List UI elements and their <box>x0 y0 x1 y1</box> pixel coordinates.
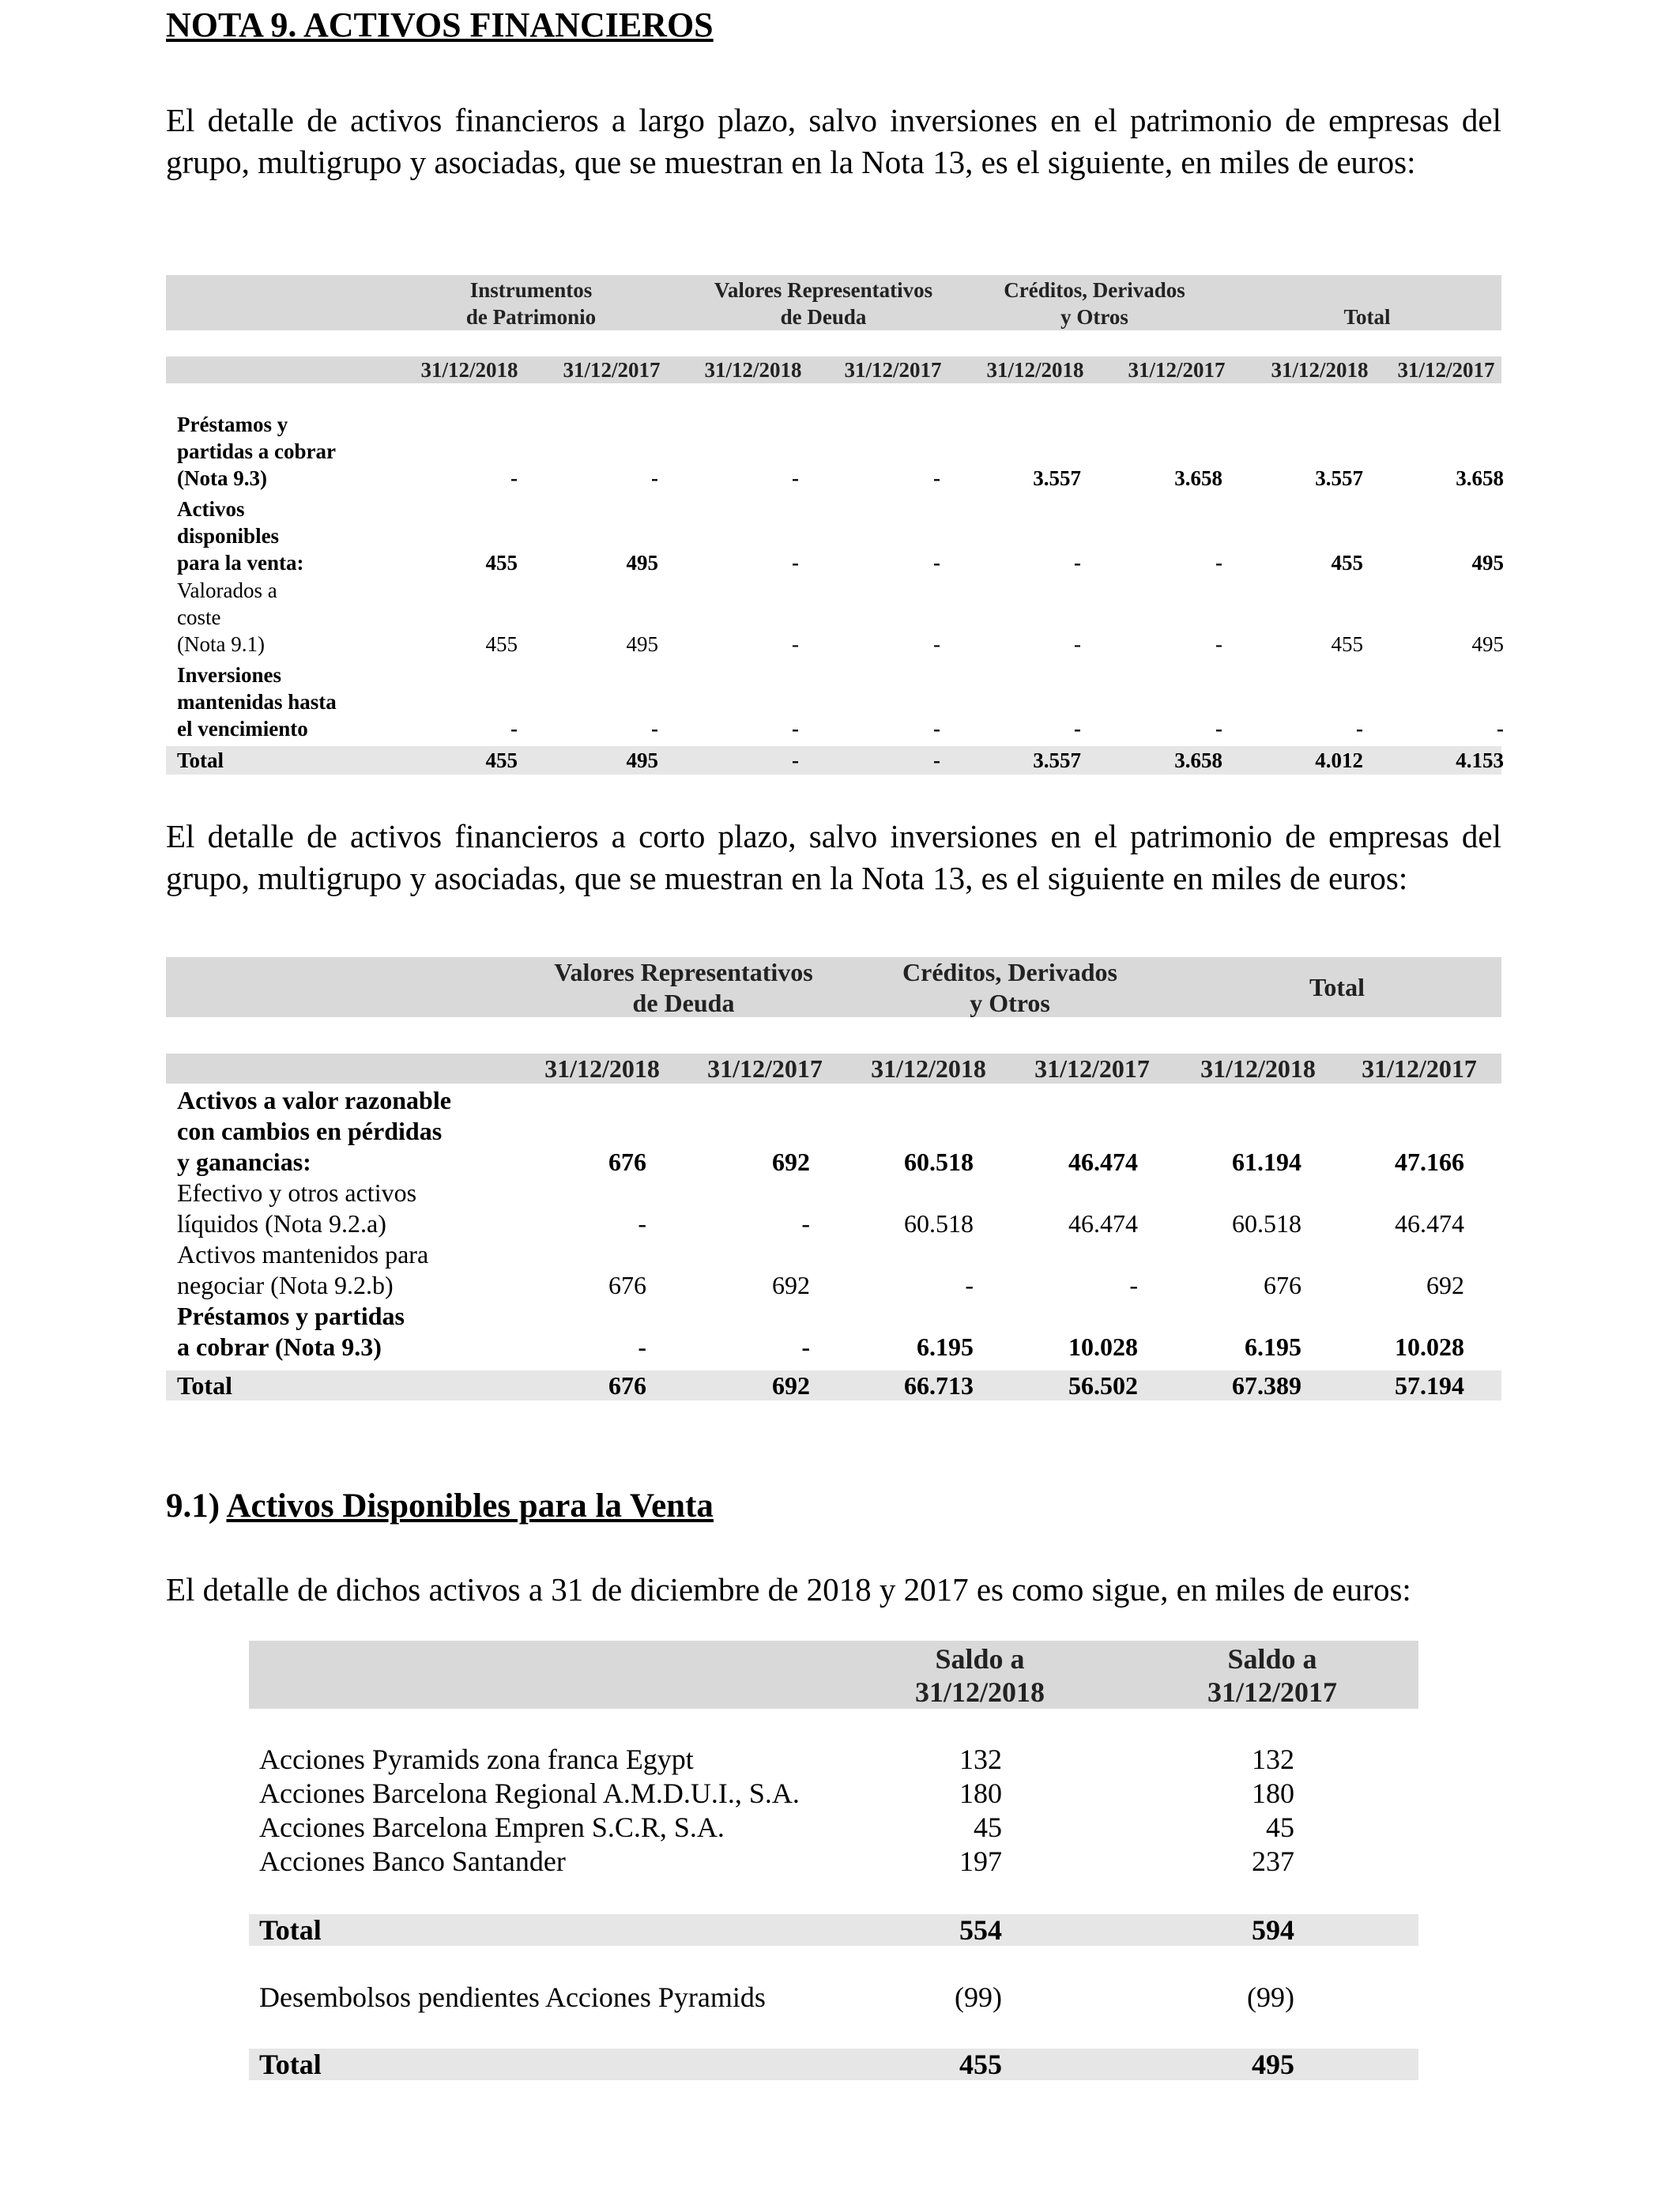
t3-pending-cell: (99) <box>955 1981 1002 2013</box>
t3-cell: 132 <box>959 1744 1002 1775</box>
t2-date-header: 31/12/2018 <box>544 1054 660 1083</box>
t2-cell: 47.166 <box>1395 1148 1464 1176</box>
t2-row-label: líquidos (Nota 9.2.a) <box>177 1209 386 1238</box>
t1-cell: - <box>933 466 940 490</box>
t2-row-label: Préstamos y partidas <box>177 1302 405 1330</box>
t2-cell: 46.474 <box>1068 1209 1138 1238</box>
t2-date-header: 31/12/2018 <box>1200 1054 1316 1083</box>
t1-group-line1: Instrumentos <box>469 278 593 302</box>
t1-cell: - <box>1074 551 1081 575</box>
t1-cell: - <box>933 632 940 656</box>
t1-cell: - <box>933 717 940 741</box>
t1-total-cell: 455 <box>485 748 518 772</box>
t2-date-header: 31/12/2018 <box>871 1054 986 1083</box>
t2-cell: - <box>801 1209 810 1238</box>
t2-cell: 6.195 <box>917 1333 974 1361</box>
t2-cell: 676 <box>608 1271 646 1299</box>
t1-row-label: partidas a cobrar <box>177 439 336 463</box>
t2-total-cell: 57.194 <box>1395 1371 1464 1400</box>
t1-total-cell: 3.658 <box>1174 748 1222 772</box>
t1-total-cell: 4.012 <box>1315 748 1363 772</box>
t2-cell: 692 <box>1426 1271 1464 1299</box>
t2-row-label: a cobrar (Nota 9.3) <box>177 1333 382 1361</box>
t1-date-header: 31/12/2017 <box>844 358 942 382</box>
t1-date-header: 31/12/2018 <box>1271 358 1369 382</box>
t3-header-line2: 31/12/2018 <box>914 1676 1045 1708</box>
t1-group-line2: de Deuda <box>780 305 867 329</box>
t2-cell: 61.194 <box>1232 1148 1301 1176</box>
t1-row-label: el vencimiento <box>177 717 308 741</box>
t2-cell: 10.028 <box>1395 1333 1464 1361</box>
t1-cell: - <box>1215 717 1222 741</box>
t1-cell: 3.557 <box>1315 466 1363 490</box>
t1-cell: - <box>792 466 799 490</box>
t1-cell: - <box>1074 717 1081 741</box>
t1-row-label: Valorados a <box>177 579 277 602</box>
t1-cell: - <box>651 466 658 490</box>
t3-header-line1: Saldo a <box>935 1643 1025 1675</box>
t1-cell: - <box>792 632 799 656</box>
t1-row-label: mantenidas hasta <box>177 690 337 714</box>
t1-cell: 3.557 <box>1033 466 1081 490</box>
t1-cell: - <box>933 551 940 575</box>
t1-cell: 455 <box>1331 632 1363 656</box>
t1-row-label: coste <box>177 605 221 629</box>
t3-row-label: Acciones Pyramids zona franca Egypt <box>259 1744 694 1775</box>
t3-cell: 180 <box>959 1777 1002 1809</box>
t1-date-header: 31/12/2017 <box>1397 358 1495 382</box>
t2-cell: 60.518 <box>904 1209 974 1238</box>
t2-cell: 676 <box>1264 1271 1301 1299</box>
t1-cell: - <box>792 551 799 575</box>
t1-group-line2: y Otros <box>1060 305 1128 329</box>
t2-total-cell: 692 <box>772 1371 810 1400</box>
t1-total-cell: 3.557 <box>1033 748 1081 772</box>
t2-cell: - <box>965 1271 974 1299</box>
t1-cell: - <box>1215 551 1222 575</box>
t2-cell: 676 <box>608 1148 646 1176</box>
t3-subtotal-label: Total <box>259 1914 322 1946</box>
t3-header-line2: 31/12/2017 <box>1207 1676 1337 1708</box>
t1-cell: 495 <box>1471 632 1504 656</box>
t2-row-label: Activos a valor razonable <box>177 1086 451 1114</box>
t2-total-label: Total <box>177 1371 232 1400</box>
t3-header-line1: Saldo a <box>1227 1643 1317 1675</box>
t1-cell: - <box>1074 632 1081 656</box>
t2-cell: 692 <box>772 1271 810 1299</box>
t2-cell: - <box>638 1209 646 1238</box>
t2-row-label: con cambios en pérdidas <box>177 1117 443 1145</box>
t2-cell: 60.518 <box>1232 1209 1301 1238</box>
t1-cell: 495 <box>1471 551 1504 575</box>
t1-cell: - <box>651 717 658 741</box>
t1-row-label: para la venta: <box>177 551 304 575</box>
t2-cell: 692 <box>772 1148 810 1176</box>
t1-cell: 3.658 <box>1174 466 1222 490</box>
t2-group-line1: Créditos, Derivados <box>902 958 1117 986</box>
t1-date-header: 31/12/2017 <box>1128 358 1226 382</box>
t1-total-cell: - <box>792 748 799 772</box>
t3-pending-label: Desembolsos pendientes Acciones Pyramids <box>259 1981 766 2013</box>
t1-cell: 455 <box>485 551 518 575</box>
t3-cell: 180 <box>1252 1777 1294 1809</box>
t1-cell: - <box>510 466 518 490</box>
t1-total-cell: 495 <box>626 748 658 772</box>
t1-cell: - <box>1497 717 1504 741</box>
t3-cell: 45 <box>974 1811 1002 1843</box>
t1-row-label: Activos <box>177 497 245 521</box>
t3-cell: 45 <box>1266 1811 1294 1843</box>
section-heading <box>166 1486 714 1527</box>
t1-date-header: 31/12/2018 <box>420 358 518 382</box>
t3-row-label: Acciones Barcelona Empren S.C.R, S.A. <box>259 1811 725 1843</box>
t2-cell: - <box>801 1333 810 1361</box>
t2-group-line1: Valores Representativos <box>554 958 813 986</box>
t1-cell: - <box>1215 632 1222 656</box>
t1-cell: 455 <box>485 632 518 656</box>
t2-group-line1: Total <box>1309 973 1365 1001</box>
t2-cell: 46.474 <box>1068 1148 1138 1176</box>
t3-cell: 237 <box>1252 1845 1294 1877</box>
t2-row-label: Activos mantenidos para <box>177 1240 429 1269</box>
t3-total-label: Total <box>259 2049 322 2080</box>
t1-group-line2: Total <box>1343 305 1391 329</box>
t2-row-label: y ganancias: <box>177 1148 311 1176</box>
t1-group-line1: Créditos, Derivados <box>1004 278 1185 302</box>
t1-cell: 3.658 <box>1456 466 1504 490</box>
t3-total-cell: 455 <box>959 2049 1002 2080</box>
t2-date-header: 31/12/2017 <box>1362 1054 1477 1083</box>
intro-section: El detalle de dichos activos a 31 de diciembre de 2018 y 2017 es como sigue, en miles de euros: <box>166 1571 1411 1608</box>
t2-total-cell: 56.502 <box>1068 1371 1138 1400</box>
t1-cell: - <box>510 717 518 741</box>
t1-cell: 495 <box>626 551 658 575</box>
t1-group-line2: de Patrimonio <box>465 305 597 329</box>
t2-cell: 46.474 <box>1395 1209 1464 1238</box>
t1-cell: 455 <box>1331 551 1363 575</box>
t1-row-label: (Nota 9.3) <box>177 466 267 490</box>
t2-date-header: 31/12/2017 <box>707 1054 823 1083</box>
t1-cell: 495 <box>626 632 658 656</box>
t3-pending-cell: (99) <box>1247 1981 1294 2013</box>
intro-long-term: El detalle de activos financieros a largo plazo, salvo inversiones en el patrimonio de empresas del grupo, multigrupo y asociadas, que se muestran en la Nota 13, es el siguiente, en miles de euros: <box>166 102 1501 180</box>
t1-group-line1: Valores Representativos <box>714 278 933 302</box>
t1-total-label: Total <box>177 748 224 772</box>
section-number: 9.1) <box>166 1487 220 1525</box>
t2-cell: 6.195 <box>1245 1333 1301 1361</box>
t2-row-label: Efectivo y otros activos <box>177 1178 417 1207</box>
t2-group-line2: de Deuda <box>632 989 735 1017</box>
t1-row-label: Préstamos y <box>177 413 288 436</box>
t1-row-label: (Nota 9.1) <box>177 632 265 656</box>
t3-cell: 197 <box>959 1845 1002 1877</box>
t2-cell: - <box>638 1333 646 1361</box>
t1-cell: - <box>792 717 799 741</box>
intro-short-term: El detalle de activos financieros a corto plazo, salvo inversiones en el patrimonio de empresas del grupo, multigrupo y asociadas, que se muestran en la Nota 13, es el siguiente en miles de euros: <box>166 818 1501 896</box>
t2-cell: 60.518 <box>904 1148 974 1176</box>
t3-cell: 132 <box>1252 1744 1294 1775</box>
t2-total-cell: 676 <box>608 1371 646 1400</box>
section-title: Activos Disponibles para la Venta <box>226 1487 714 1525</box>
t3-subtotal-cell: 594 <box>1252 1914 1294 1946</box>
t1-total-cell: 4.153 <box>1456 748 1504 772</box>
t2-date-header: 31/12/2017 <box>1034 1054 1150 1083</box>
t3-subtotal-cell: 554 <box>959 1914 1002 1946</box>
t2-group-line2: y Otros <box>970 989 1050 1017</box>
page-title: NOTA 9. ACTIVOS FINANCIEROS <box>166 6 714 44</box>
t3-total-cell: 495 <box>1252 2049 1294 2080</box>
t1-date-header: 31/12/2018 <box>704 358 802 382</box>
t2-cell: - <box>1129 1271 1138 1299</box>
t1-date-header: 31/12/2017 <box>563 358 661 382</box>
t1-row-label: disponibles <box>177 524 280 548</box>
t2-row-label: negociar (Nota 9.2.b) <box>177 1271 394 1299</box>
t1-row-label: Inversiones <box>177 663 282 687</box>
t3-row-label: Acciones Banco Santander <box>259 1845 566 1877</box>
t2-total-cell: 67.389 <box>1232 1371 1301 1400</box>
t2-cell: 10.028 <box>1068 1333 1138 1361</box>
t1-date-header: 31/12/2018 <box>986 358 1084 382</box>
t1-cell: - <box>1356 717 1363 741</box>
t2-total-cell: 66.713 <box>904 1371 974 1400</box>
t3-row-label: Acciones Barcelona Regional A.M.D.U.I., S.A. <box>259 1777 800 1809</box>
t1-total-cell: - <box>933 748 940 772</box>
